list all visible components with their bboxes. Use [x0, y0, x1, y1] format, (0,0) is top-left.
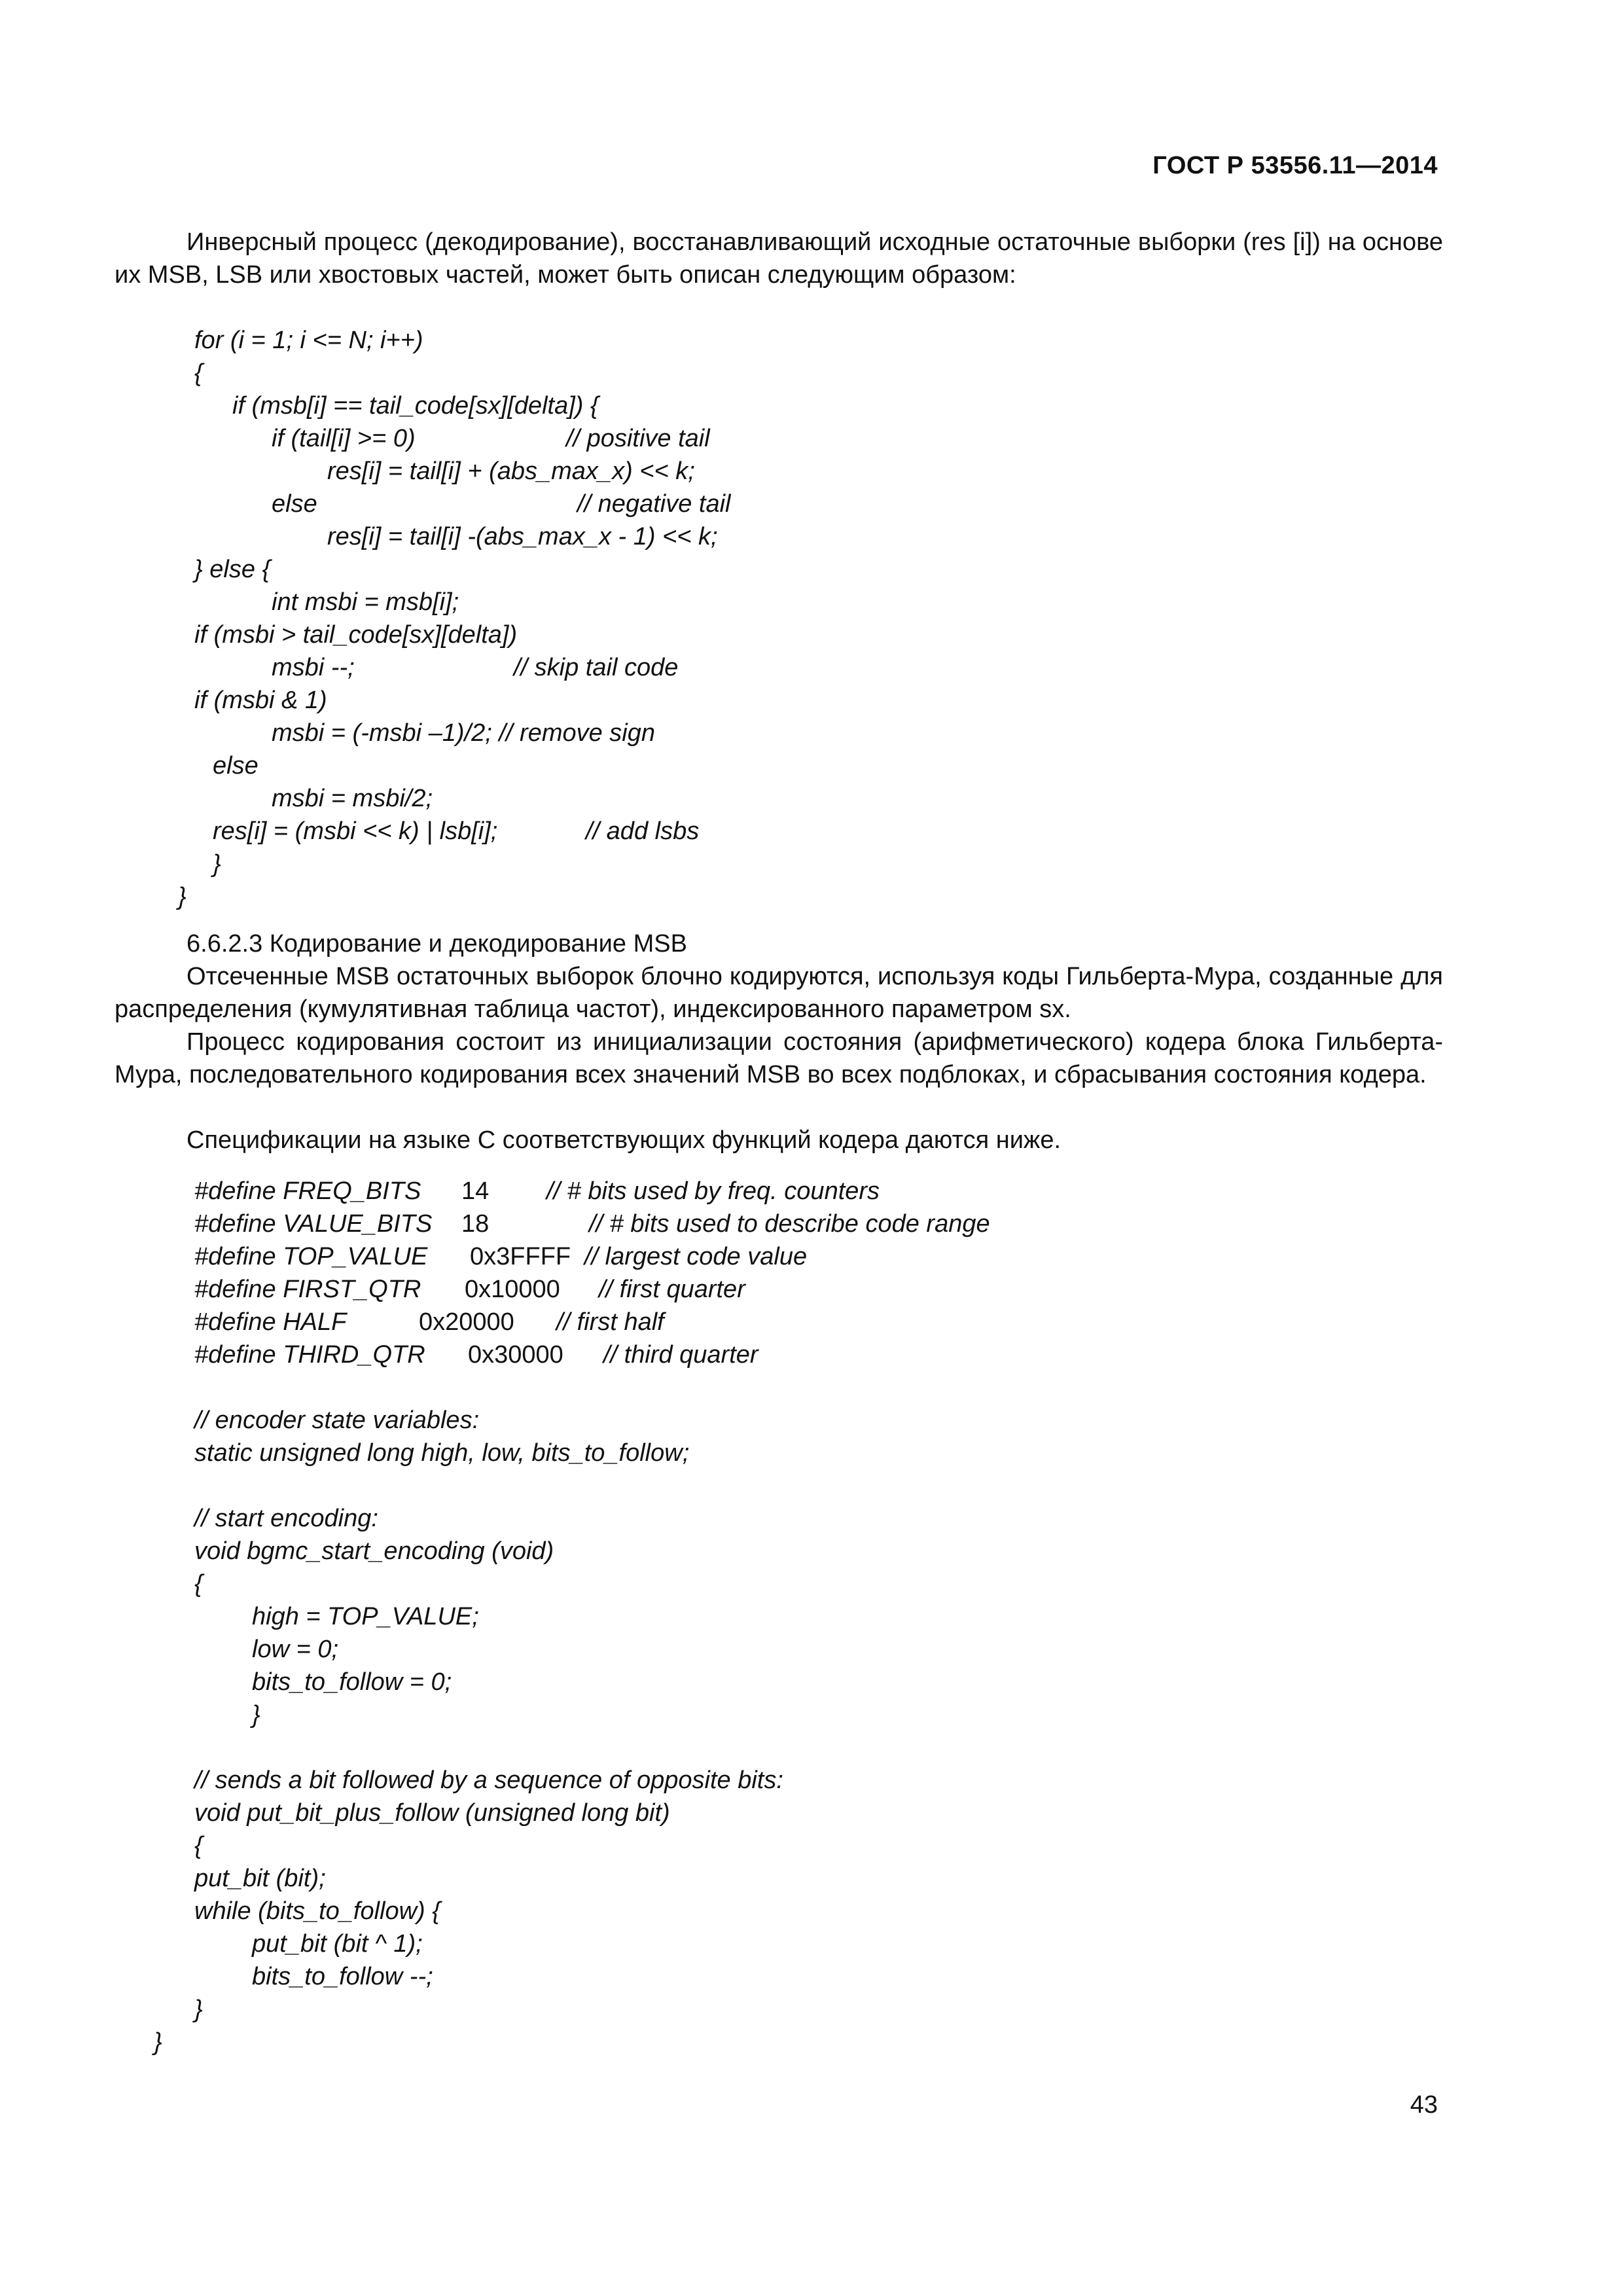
code-line: } — [213, 850, 221, 878]
define-name: #define FIRST_QTR — [194, 1276, 421, 1303]
code-line: msbi = (-msbi –1)/2; // remove sign — [272, 719, 656, 747]
define-name: #define TOP_VALUE — [194, 1243, 428, 1270]
code-line: res[i] = tail[i] -(abs_max_x - 1) << k; — [327, 523, 718, 550]
code-line: low = 0; — [252, 1636, 339, 1663]
code-comment: // positive tail — [566, 425, 710, 452]
define-name: #define VALUE_BITS — [194, 1210, 433, 1238]
code-comment: // encoder state variables: — [194, 1407, 480, 1434]
paragraph-c-spec: Спецификации на языке C соответствующих функций кодера даются ниже. — [187, 1126, 1061, 1154]
code-line: put_bit (bit ^ 1); — [252, 1930, 423, 1958]
define-name: #define FREQ_BITS — [194, 1177, 421, 1205]
code-line: put_bit (bit); — [194, 1865, 326, 1892]
define-value: 18 — [461, 1210, 490, 1238]
code-line: } — [178, 883, 187, 910]
code-line: } else { — [194, 556, 271, 583]
document-header: ГОСТ Р 53556.11—2014 — [1152, 152, 1438, 179]
define-value: 0x3FFFF — [470, 1243, 571, 1270]
define-comment: // first half — [556, 1308, 664, 1336]
code-line: res[i] = (msbi << k) | lsb[i]; — [213, 817, 498, 845]
code-line: high = TOP_VALUE; — [252, 1603, 479, 1630]
define-value: 14 — [461, 1177, 490, 1205]
code-line: if (msb[i] == tail_code[sx][delta]) { — [232, 392, 599, 420]
section-heading: 6.6.2.3 Кодирование и декодирование MSB — [187, 930, 687, 958]
code-line: while (bits_to_follow) { — [194, 1897, 440, 1925]
define-comment: // largest code value — [584, 1243, 808, 1270]
code-line: else — [213, 752, 259, 780]
define-comment: // # bits used to describe code range — [589, 1210, 990, 1238]
code-line: void put_bit_plus_follow (unsigned long bit) — [194, 1799, 670, 1827]
define-name: #define THIRD_QTR — [194, 1341, 425, 1369]
code-line: for (i = 1; i <= N; i++) — [194, 327, 423, 354]
code-line: { — [194, 1570, 203, 1598]
code-line: static unsigned long high, low, bits_to_follow; — [194, 1439, 690, 1467]
code-comment: // add lsbs — [586, 817, 700, 845]
define-comment: // third quarter — [603, 1341, 758, 1369]
code-line: int msbi = msb[i]; — [272, 588, 459, 616]
define-value: 0x20000 — [419, 1308, 514, 1336]
code-line: bits_to_follow --; — [252, 1963, 433, 1990]
code-comment: // skip tail code — [514, 654, 679, 681]
code-line: } — [252, 1701, 260, 1729]
page-number: 43 — [1410, 2091, 1438, 2119]
define-value: 0x10000 — [465, 1276, 560, 1303]
paragraph-msb-coding: Отсеченные MSB остаточных выборок блочно кодируются, используя коды Гильберта-Мура, созданные для распределения (кумулятивная таблица частот), индексированного параметром sx. — [115, 963, 1443, 1023]
code-line: bits_to_follow = 0; — [252, 1668, 452, 1696]
define-comment: // first quarter — [599, 1276, 745, 1303]
code-line: if (msbi > tail_code[sx][delta]) — [194, 621, 518, 649]
code-line: else — [272, 490, 317, 518]
code-line: } — [194, 1996, 203, 2023]
code-line: msbi --; — [272, 654, 355, 681]
code-comment: // negative tail — [577, 490, 731, 518]
paragraph-encoding-process: Процесс кодирования состоит из инициализации состояния (арифметического) кодера блока Гильберта-Мура, последовательного кодирования всех значений MSB во всех подблоках, и сбрасывания состояния кодера. — [115, 1028, 1443, 1088]
code-line: if (msbi & 1) — [194, 687, 327, 714]
code-comment: // sends a bit followed by a sequence of opposite bits: — [194, 1767, 783, 1794]
code-line: msbi = msbi/2; — [272, 785, 433, 812]
define-comment: // # bits used by freq. counters — [546, 1177, 880, 1205]
code-line: res[i] = tail[i] + (abs_max_x) << k; — [327, 457, 695, 485]
code-line: if (tail[i] >= 0) — [272, 425, 416, 452]
define-name: #define HALF — [194, 1308, 347, 1336]
define-value: 0x30000 — [468, 1341, 563, 1369]
code-line: void bgmc_start_encoding (void) — [194, 1537, 554, 1565]
paragraph-inverse-process: Инверсный процесс (декодирование), восстанавливающий исходные остаточные выборки (res [i]) на основе их MSB, LSB или хвостовых частей, может быть описан следующим образом: — [115, 228, 1443, 289]
code-line: { — [194, 1832, 203, 1859]
code-comment: // start encoding: — [194, 1505, 378, 1532]
code-line: { — [194, 359, 203, 387]
code-line: } — [154, 2028, 162, 2056]
